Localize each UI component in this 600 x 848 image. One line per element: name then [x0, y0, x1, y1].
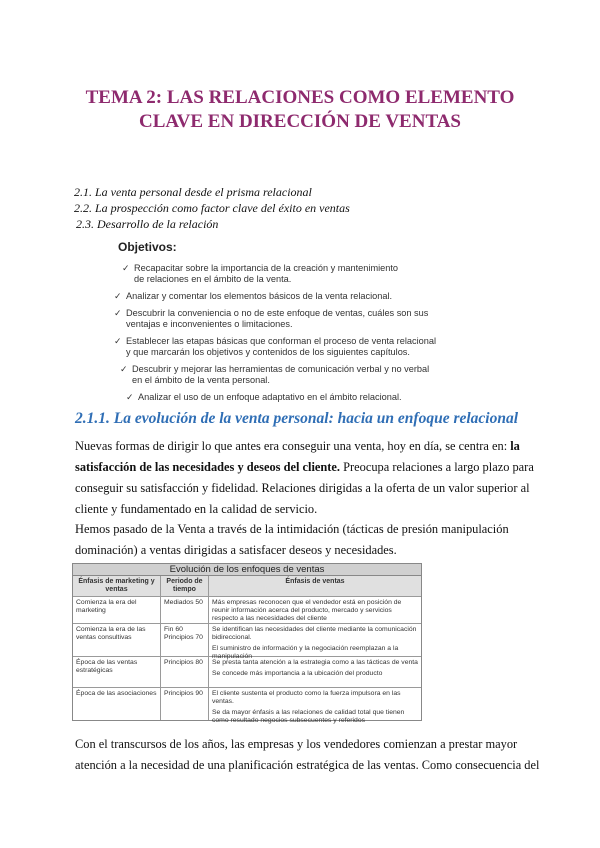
table-cell: Comienza la era de las ventas consultivas: [73, 624, 161, 656]
table-cell: El cliente sustenta el producto como la fuerza impulsora en las ventas. Se da mayor énfasis a las relaciones de calidad total que tienen como resultado negocios subsecuentes y referidos: [212, 690, 405, 724]
toc-item: 2.3. Desarrollo de la relación: [76, 217, 219, 231]
table-caption: Evolución de los enfoques de ventas: [73, 564, 421, 576]
table-cell: Mediados 50: [161, 597, 209, 623]
table-cell: Época de las asociaciones: [73, 688, 161, 720]
checkmark-icon: ✓: [114, 291, 122, 301]
table-cell: Se identifican las necesidades del cliente mediante la comunicación bidireccional. El suministro de información y la negociación reemplazan a la manipulación: [212, 626, 417, 660]
paragraph-2: [75, 519, 533, 561]
paragraph-line: Hemos pasado de la Venta a través de la intimidación (tácticas de presión manipulación: [75, 522, 509, 536]
page-title: [40, 86, 560, 134]
table-of-contents: [74, 184, 350, 232]
table-cell: Época de las ventas estratégicas: [73, 657, 161, 687]
table-header: Periodo de tiempo: [161, 576, 209, 596]
table-cell: Fin 60 Principios 70: [161, 624, 209, 656]
objective-item: ✓ Analizar el uso de un enfoque adaptativo en el ámbito relacional.: [126, 392, 402, 402]
objectives-heading: Objetivos:: [118, 240, 177, 254]
table-header: Énfasis de ventas: [285, 578, 345, 585]
checkmark-icon: ✓: [114, 336, 122, 346]
toc-item: 2.1. La venta personal desde el prisma relacional: [74, 185, 312, 199]
table-header-row: [73, 576, 421, 597]
title-line-1: TEMA 2: LAS RELACIONES COMO ELEMENTO: [85, 87, 515, 108]
objectives-box: [114, 240, 437, 409]
checkmark-icon: ✓: [126, 392, 134, 402]
table-header: Énfasis de marketing y ventas: [73, 576, 161, 596]
table-cell: Más empresas reconocen que el vendedor está en posición de reunir información acerca del producto, mercado y servicios respecto a las necesidades del cliente: [212, 599, 402, 622]
title-line-2: CLAVE EN DIRECCIÓN DE VENTAS: [138, 111, 462, 132]
objective-item: ✓ Descubrir la conveniencia o no de este enfoque de ventas, cuáles son sus ventajas e inconvenientes o limitaciones.: [114, 308, 429, 329]
section-heading: 2.1.1. La evolución de la venta personal: hacia un enfoque relacional: [75, 410, 519, 427]
table-row: [73, 597, 421, 624]
paragraph-line: cliente y fundamentado en la calidad de servicio.: [75, 502, 318, 516]
checkmark-icon: ✓: [122, 263, 130, 273]
paragraph-3: [75, 734, 540, 776]
paragraph-line: Nuevas formas de dirigir lo que antes era conseguir una venta, hoy en día, se centra en: la: [75, 439, 520, 453]
table-row: [73, 657, 421, 688]
checkmark-icon: ✓: [120, 364, 128, 374]
paragraph-1: [75, 436, 533, 520]
table-cell: Principios 80: [161, 657, 209, 687]
evolution-table: [72, 563, 422, 724]
table-row: [73, 688, 421, 724]
toc-item: 2.2. La prospección como factor clave del éxito en ventas: [74, 201, 350, 215]
paragraph-line: satisfacción de las necesidades y deseos del cliente. Preocupa relaciones a largo plazo para: [75, 460, 534, 474]
table-cell: Se presta tanta atención a la estrategia como a las tácticas de venta Se concede más importancia a la ubicación del producto: [212, 659, 418, 677]
paragraph-line: Con el transcursos de los años, las empresas y los vendedores comienzan a prestar mayor: [75, 737, 518, 751]
objective-item: ✓ Establecer las etapas básicas que conforman el proceso de venta relacional y que marcarán los objetivos y contenidos de los siguientes capítulos.: [114, 336, 437, 357]
paragraph-line: conseguir su satisfacción y fidelidad. Relaciones dirigidas a la oferta de un valor superior al: [75, 481, 530, 495]
table-row: [73, 624, 421, 660]
table-cell: Comienza la era del marketing: [73, 597, 161, 623]
paragraph-line: dominación) a ventas dirigidas a satisfacer deseos y necesidades.: [75, 543, 397, 557]
objective-item: ✓ Recapacitar sobre la importancia de la creación y mantenimiento de relaciones en el ámbito de la venta.: [122, 263, 399, 284]
checkmark-icon: ✓: [114, 308, 122, 318]
objective-item: ✓ Descubrir y mejorar las herramientas de comunicación verbal y no verbal en el ámbito de la venta personal.: [120, 364, 430, 385]
objective-item: ✓ Analizar y comentar los elementos básicos de la venta relacional.: [114, 291, 393, 301]
paragraph-line: atención a la necesidad de una planificación estratégica de las ventas. Como consecuencia del: [75, 758, 540, 772]
table-cell: Principios 90: [161, 688, 209, 720]
